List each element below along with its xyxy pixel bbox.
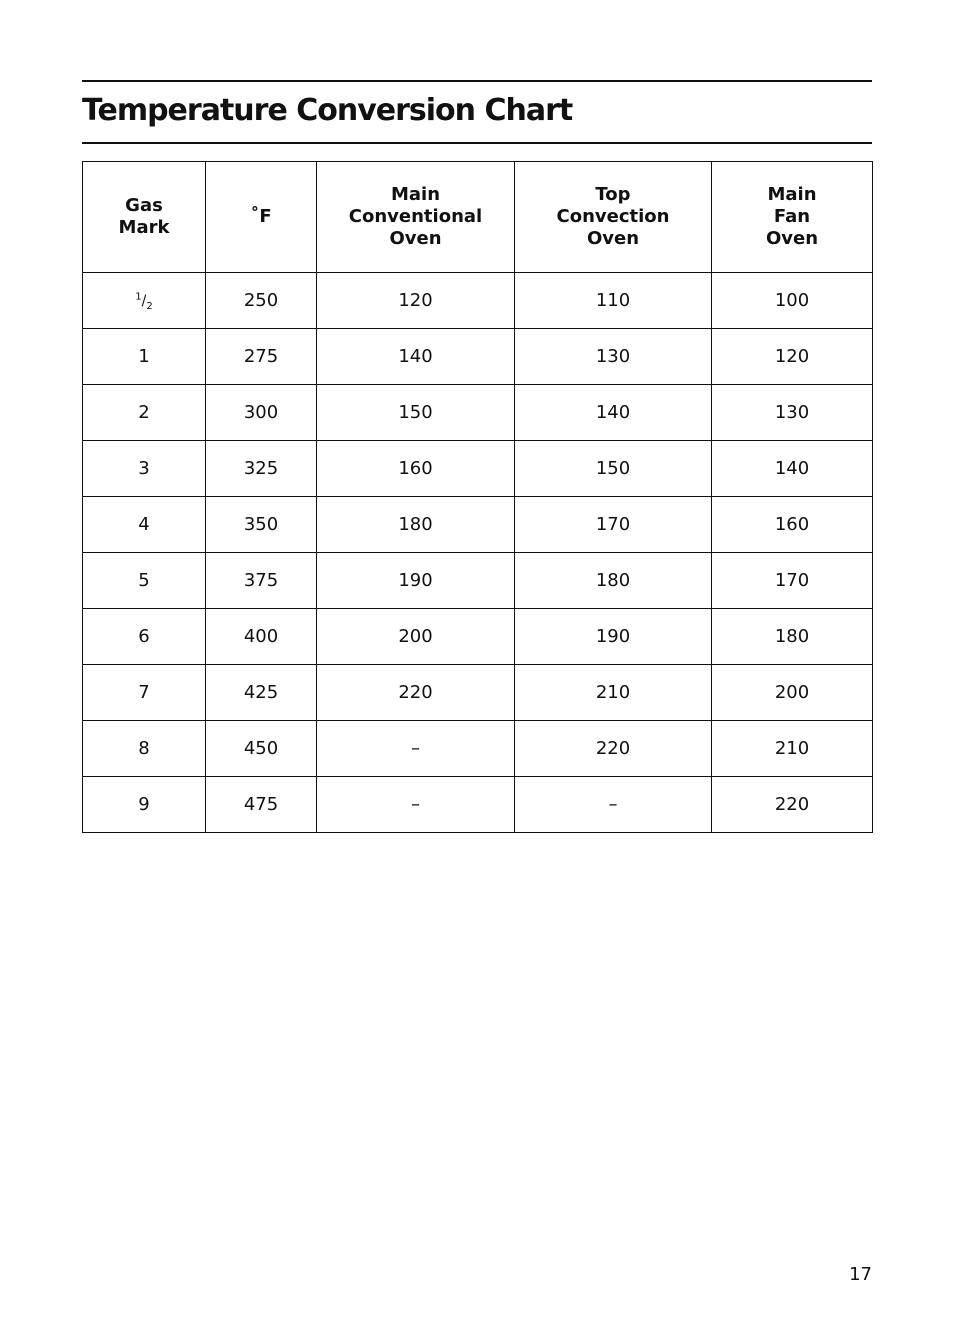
cell-fahrenheit: 250 [206, 273, 317, 329]
cell-main-conventional: – [317, 777, 515, 833]
cell-gas-mark: 7 [83, 665, 206, 721]
cell-fahrenheit: 300 [206, 385, 317, 441]
table-row [83, 497, 873, 553]
table-row [83, 553, 873, 609]
cell-top-convection: 220 [515, 721, 712, 777]
title-bottom-rule [82, 142, 872, 144]
cell-fahrenheit: 275 [206, 329, 317, 385]
cell-main-conventional: 200 [317, 609, 515, 665]
cell-main-conventional: 180 [317, 497, 515, 553]
table-row [83, 329, 873, 385]
header-main-fan-oven: Main Fan Oven [712, 162, 873, 273]
table-row [83, 609, 873, 665]
cell-main-fan: 120 [712, 329, 873, 385]
table-row [83, 665, 873, 721]
page-number: 17 [849, 1264, 872, 1285]
cell-top-convection: 110 [515, 273, 712, 329]
cell-fahrenheit: 425 [206, 665, 317, 721]
page-title: Temperature Conversion Chart [82, 93, 573, 128]
cell-main-conventional: 150 [317, 385, 515, 441]
cell-top-convection: – [515, 777, 712, 833]
cell-main-conventional: 190 [317, 553, 515, 609]
header-main-conventional-oven: Main Conventional Oven [317, 162, 515, 273]
cell-top-convection: 140 [515, 385, 712, 441]
cell-gas-mark: 3 [83, 441, 206, 497]
cell-main-fan: 130 [712, 385, 873, 441]
cell-top-convection: 210 [515, 665, 712, 721]
header-gas-mark: Gas Mark [83, 162, 206, 273]
cell-gas-mark: 8 [83, 721, 206, 777]
table-row [83, 777, 873, 833]
cell-main-fan: 200 [712, 665, 873, 721]
cell-fahrenheit: 450 [206, 721, 317, 777]
cell-main-fan: 210 [712, 721, 873, 777]
cell-fahrenheit: 400 [206, 609, 317, 665]
cell-main-fan: 140 [712, 441, 873, 497]
cell-fahrenheit: 325 [206, 441, 317, 497]
table-row [83, 441, 873, 497]
cell-main-conventional: 120 [317, 273, 515, 329]
cell-gas-mark [83, 273, 206, 329]
table-row [83, 273, 873, 329]
temperature-conversion-table [82, 161, 873, 833]
title-top-rule [82, 80, 872, 82]
cell-main-fan: 170 [712, 553, 873, 609]
cell-gas-mark: 6 [83, 609, 206, 665]
cell-top-convection: 130 [515, 329, 712, 385]
cell-main-conventional: – [317, 721, 515, 777]
header-fahrenheit: ˚F [206, 162, 317, 273]
cell-main-fan: 100 [712, 273, 873, 329]
cell-gas-mark: 2 [83, 385, 206, 441]
cell-top-convection: 190 [515, 609, 712, 665]
cell-main-conventional: 220 [317, 665, 515, 721]
cell-gas-mark: 1 [83, 329, 206, 385]
cell-main-conventional: 140 [317, 329, 515, 385]
cell-top-convection: 180 [515, 553, 712, 609]
cell-main-fan: 220 [712, 777, 873, 833]
cell-main-fan: 160 [712, 497, 873, 553]
cell-fahrenheit: 375 [206, 553, 317, 609]
cell-top-convection: 170 [515, 497, 712, 553]
cell-gas-mark: 4 [83, 497, 206, 553]
cell-fahrenheit: 475 [206, 777, 317, 833]
half-fraction: $^1/_2$ [135, 291, 153, 312]
cell-fahrenheit: 350 [206, 497, 317, 553]
cell-gas-mark: 9 [83, 777, 206, 833]
cell-main-fan: 180 [712, 609, 873, 665]
cell-main-conventional: 160 [317, 441, 515, 497]
table-header-row [83, 162, 873, 273]
table-row [83, 721, 873, 777]
table-row [83, 385, 873, 441]
cell-top-convection: 150 [515, 441, 712, 497]
cell-gas-mark: 5 [83, 553, 206, 609]
header-top-convection-oven: Top Convection Oven [515, 162, 712, 273]
